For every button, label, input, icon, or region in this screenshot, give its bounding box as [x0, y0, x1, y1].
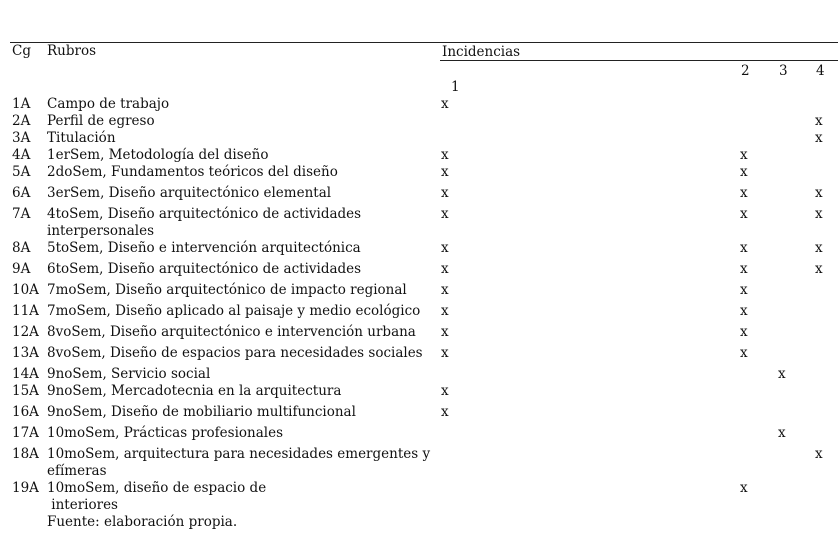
row-cg: 3A — [12, 130, 31, 146]
header-col-2: 2 — [741, 63, 750, 79]
incidence-mark-col-1: x — [441, 185, 449, 201]
header-col-3: 3 — [779, 63, 788, 79]
incidence-mark-col-1: x — [441, 324, 449, 340]
row-rubro — [47, 240, 427, 257]
row-cg: 1A — [12, 96, 31, 112]
row-cg: 5A — [12, 164, 31, 180]
row-cg: 15A — [12, 383, 39, 399]
row-cg: 19A — [12, 480, 39, 496]
incidencias-subrule — [755, 60, 817, 61]
row-cg: 9A — [12, 261, 31, 277]
row-rubro — [47, 404, 427, 421]
incidence-mark-col-1: x — [441, 345, 449, 361]
incidence-mark-col-1: x — [441, 261, 449, 277]
incidence-mark-col-4: x — [815, 240, 823, 256]
row-rubro-line1: 9noSem, Diseño de mobiliario multifuncional — [47, 404, 356, 420]
row-rubro-line1: 2doSem, Fundamentos teóricos del diseño — [47, 164, 338, 180]
row-rubro-line1: 7moSem, Diseño arquitectónico de impacto regional — [47, 282, 407, 298]
row-cg: 17A — [12, 425, 39, 441]
row-rubro — [47, 303, 427, 320]
incidence-mark-col-2: x — [740, 480, 748, 496]
row-rubro — [47, 480, 427, 514]
row-rubro-line1: 3erSem, Diseño arquitectónico elemental — [47, 185, 332, 201]
incidence-mark-col-4: x — [815, 261, 823, 277]
incidence-mark-col-2: x — [740, 282, 748, 298]
row-cg: 16A — [12, 404, 39, 420]
header-incidencias: Incidencias — [442, 44, 521, 60]
incidence-mark-col-2: x — [740, 345, 748, 361]
source-note: Fuente: elaboración propia. — [47, 514, 238, 530]
incidence-mark-col-4: x — [815, 130, 823, 146]
row-rubro — [47, 206, 427, 240]
row-rubro-line2: interiores — [47, 497, 118, 513]
incidence-mark-col-2: x — [740, 303, 748, 319]
row-rubro — [47, 282, 427, 299]
row-cg: 2A — [12, 113, 31, 129]
row-rubro-line1: 10moSem, diseño de espacio de — [47, 480, 267, 496]
row-rubro-line1: 9noSem, Mercadotecnia en la arquitectura — [47, 383, 342, 399]
row-rubro — [47, 96, 427, 113]
row-rubro — [47, 113, 427, 130]
row-rubro-line1: 9noSem, Servicio social — [47, 366, 211, 382]
incidence-mark-col-1: x — [441, 96, 449, 112]
row-rubro-line1: 4toSem, Diseño arquitectónico de actividades — [47, 206, 362, 222]
row-rubro-line1: Perfil de egreso — [47, 113, 155, 129]
header-col-4: 4 — [816, 63, 825, 79]
row-rubro-line2: efímeras — [47, 463, 107, 479]
row-rubro — [47, 425, 427, 442]
row-rubro-line1: 10moSem, arquitectura para necesidades emergentes y — [47, 446, 431, 462]
incidence-mark-col-1: x — [441, 282, 449, 298]
incidence-mark-col-4: x — [815, 206, 823, 222]
row-rubro-line1: 1erSem, Metodología del diseño — [47, 147, 269, 163]
row-rubro — [47, 147, 427, 164]
row-cg: 11A — [12, 303, 39, 319]
row-rubro — [47, 366, 427, 383]
row-rubro — [47, 130, 427, 147]
incidence-mark-col-4: x — [815, 446, 823, 462]
row-rubro-line1: Campo de trabajo — [47, 96, 170, 112]
row-rubro — [47, 185, 427, 202]
row-cg: 4A — [12, 147, 31, 163]
incidence-mark-col-4: x — [815, 113, 823, 129]
row-rubro-line1: 6toSem, Diseño arquitectónico de actividades — [47, 261, 362, 277]
row-rubro — [47, 446, 431, 480]
incidence-mark-col-2: x — [740, 240, 748, 256]
row-rubro-line1: Titulación — [47, 130, 116, 146]
row-cg: 14A — [12, 366, 39, 382]
incidence-mark-col-2: x — [740, 261, 748, 277]
incidence-mark-col-1: x — [441, 303, 449, 319]
incidence-mark-col-2: x — [740, 147, 748, 163]
incidence-mark-col-2: x — [740, 206, 748, 222]
header-cg: Cg — [12, 43, 31, 59]
incidence-mark-col-2: x — [740, 324, 748, 340]
row-rubro-line1: 8voSem, Diseño arquitectónico e intervención urbana — [47, 324, 416, 340]
incidence-mark-col-1: x — [441, 240, 449, 256]
row-cg: 7A — [12, 206, 31, 222]
row-rubro-line1: 8voSem, Diseño de espacios para necesidades sociales — [47, 345, 423, 361]
incidence-mark-col-3: x — [778, 366, 786, 382]
row-rubro — [47, 164, 427, 181]
row-rubro — [47, 345, 427, 362]
row-rubro-line2: interpersonales — [47, 223, 154, 239]
incidence-mark-col-4: x — [815, 185, 823, 201]
incidence-mark-col-2: x — [740, 185, 748, 201]
row-rubro-line1: 10moSem, Prácticas profesionales — [47, 425, 284, 441]
row-cg: 18A — [12, 446, 39, 462]
row-rubro-line1: 5toSem, Diseño e intervención arquitectónica — [47, 240, 361, 256]
row-cg: 8A — [12, 240, 31, 256]
incidence-mark-col-1: x — [441, 404, 449, 420]
incidence-mark-col-1: x — [441, 147, 449, 163]
row-rubro — [47, 324, 427, 341]
incidence-mark-col-3: x — [778, 425, 786, 441]
row-cg: 12A — [12, 324, 39, 340]
header-col-1: 1 — [451, 79, 460, 95]
row-rubro-line1: 7moSem, Diseño aplicado al paisaje y medio ecológico — [47, 303, 421, 319]
top-rule — [10, 42, 838, 43]
incidence-mark-col-1: x — [441, 164, 449, 180]
row-rubro — [47, 383, 427, 400]
row-cg: 6A — [12, 185, 31, 201]
row-rubro — [47, 261, 427, 278]
header-rubros: Rubros — [47, 43, 97, 59]
incidence-mark-col-2: x — [740, 164, 748, 180]
row-cg: 10A — [12, 282, 39, 298]
incidence-mark-col-1: x — [441, 383, 449, 399]
row-cg: 13A — [12, 345, 39, 361]
incidence-mark-col-1: x — [441, 206, 449, 222]
